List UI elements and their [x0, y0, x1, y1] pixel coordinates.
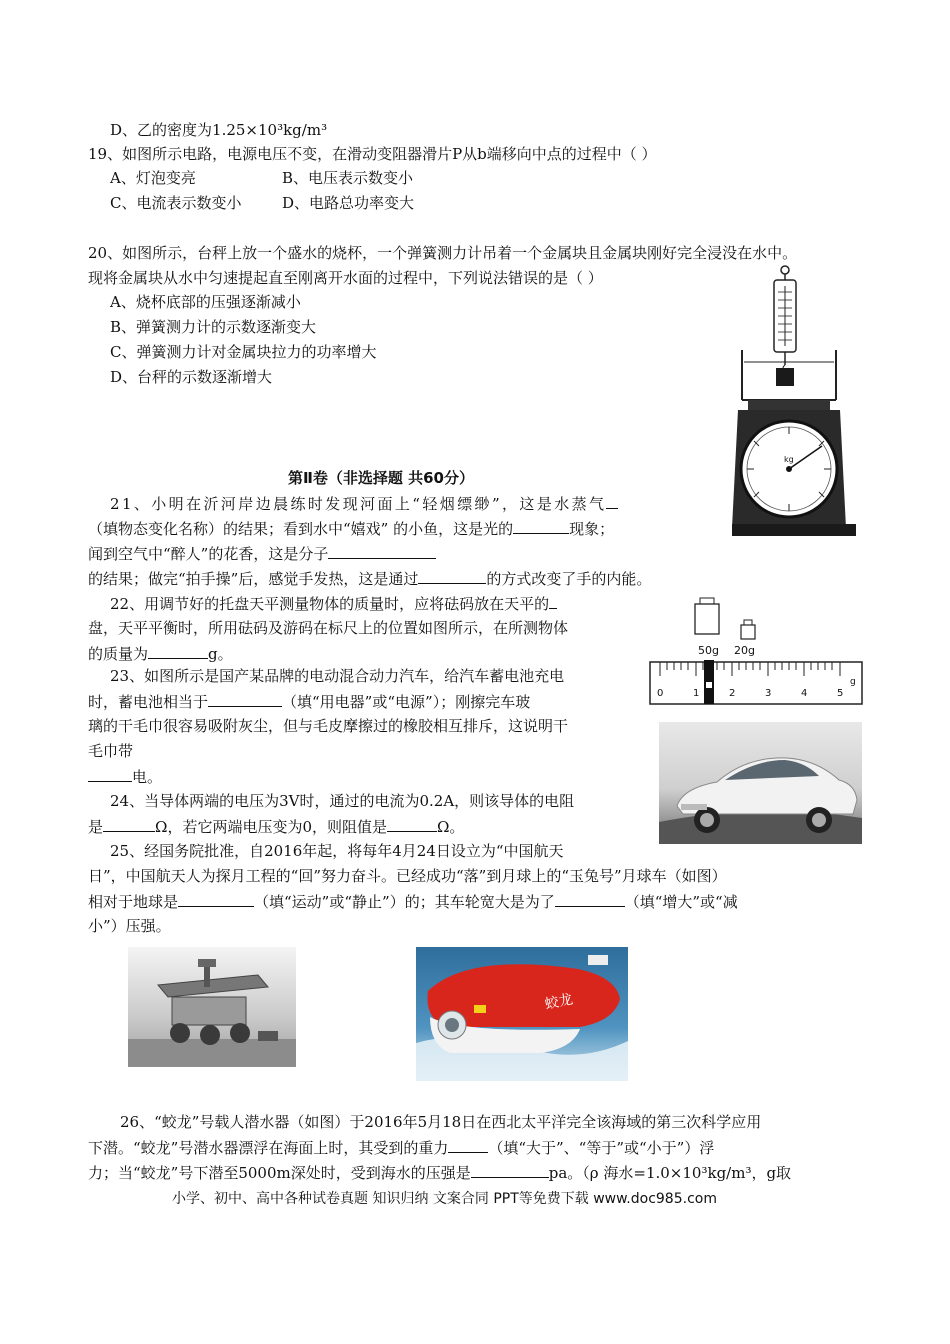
q23-blank-2: [88, 766, 132, 782]
q25-line-2: 日”，中国航天人为探月工程的“回”努力奋斗。已经成功“落”到月球上的“玉兔号”月球车（如图）: [88, 867, 727, 885]
q19-option-a: A、灯泡变亮: [110, 169, 196, 187]
submersible-photo: [416, 947, 628, 1081]
ruler-tick-3: 3: [765, 688, 772, 699]
q22-line-2: 盘，天平平衡时，所用砝码及游码在标尺上的位置如图所示，在所测物体: [88, 619, 569, 637]
q23-line-1: 23、如图所示是国产某品牌的电动混合动力汽车，给汽车蓄电池充电: [110, 667, 565, 685]
q25-blank-2: [555, 891, 625, 907]
ruler-tick-0: 0: [657, 688, 664, 699]
q24-line-2: 是 Ω，若它两端电压变为0，则阻值是 Ω。: [88, 818, 465, 836]
q25-blank-1: [178, 891, 254, 907]
q23-line-4: 毛巾带: [88, 742, 134, 760]
q20-stem-2: 现将金属块从水中匀速提起直至刚离开水面的过程中，下列说法错误的是（ ）: [88, 269, 603, 287]
q21-line-3: 闻到空气中“醉人”的花香，这是分子: [88, 543, 436, 564]
q21-blank-2: [513, 518, 569, 534]
q21-line-4: 的结果；做完“拍手操”后，感觉手发热，这是通过 的方式改变了手的内能。: [88, 570, 652, 588]
q26-line-2: 下潜。“蛟龙”号潜水器漂浮在海面上时，其受到的重力 （填“大于”、“等于”或“小于”）浮: [88, 1139, 715, 1157]
q24-blank-2: [387, 816, 437, 832]
ruler-tick-1: 1: [693, 688, 700, 699]
q25-line-4: 小”）压强。: [88, 917, 171, 935]
q22-blank-1: [549, 593, 557, 609]
q21-line-1: 21、小明在沂河岸边晨练时发现河面上“轻烟缥缈”，这是水蒸气: [110, 493, 618, 514]
q19-stem: 19、如图所示电路，电源电压不变，在滑动变阻器滑片P从b端移向中点的过程中（ ）: [88, 145, 657, 163]
ruler-tick-5: 5: [837, 688, 844, 699]
page-footer: 小学、初中、高中各种试卷真题 知识归纳 文案合同 PPT等免费下载 www.doc985.com: [172, 1191, 717, 1207]
q21-blank-3: [328, 543, 436, 559]
balance-weights-figure: [648, 596, 864, 708]
q19-option-c: C、电流表示数变小: [110, 194, 242, 212]
q18-option-d: D、乙的密度为1.25×10³kg/m³: [110, 121, 328, 139]
scale-unit-label: kg: [784, 455, 794, 464]
q21-blank-1: [606, 493, 618, 509]
q21-line-2: （填物态变化名称）的结果；看到水中“嬉戏” 的小鱼，这是光的 现象；: [88, 520, 615, 538]
q26-blank-1: [448, 1137, 488, 1153]
q26-line-1: 26、“蛟龙”号载人潜水器（如图）于2016年5月18日在西北太平洋完全该海域的第三次科学应用: [120, 1113, 762, 1131]
q20-stem-1: 20、如图所示，台秤上放一个盛水的烧杯，一个弹簧测力计吊着一个金属块且金属块刚好完全浸没在水中。: [88, 244, 798, 262]
q25-line-1: 25、经国务院批准，自2016年起，将每年4月24日设立为“中国航天: [110, 842, 564, 860]
q22-line-3: 的质量为 g。: [88, 645, 233, 663]
q21-blank-4: [418, 568, 486, 584]
q20-option-b: B、弹簧测力计的示数逐渐变大: [110, 318, 317, 336]
q24-line-1: 24、当导体两端的电压为3V时，通过的电流为0.2A，则该导体的电阻: [110, 792, 575, 810]
section-title: 第Ⅱ卷（非选择题 共60分）: [288, 469, 474, 487]
q23-line-5: 电。: [88, 766, 162, 787]
q26-blank-2: [471, 1162, 549, 1178]
ruler-tick-4: 4: [801, 688, 808, 699]
q23-blank-1: [208, 691, 282, 707]
q19-option-d: D、电路总功率变大: [282, 194, 415, 212]
q25-line-3: 相对于地球是 （填“运动”或“静止”）的；其车轮宽大是为了 （填“增大”或“减: [88, 893, 738, 911]
q22-line-1: 22、用调节好的托盘天平测量物体的质量时，应将砝码放在天平的: [110, 593, 557, 614]
ruler-tick-2: 2: [729, 688, 736, 699]
weight-50g-label: 50g: [698, 644, 719, 657]
q23-line-2: 时，蓄电池相当于 （填“用电器”或“电源”）；刚擦完车玻: [88, 693, 531, 711]
ruler-unit: g: [850, 677, 856, 687]
q19-option-b: B、电压表示数变小: [282, 169, 414, 187]
weight-20g-label: 20g: [734, 644, 755, 657]
q20-option-d: D、台秤的示数逐渐增大: [110, 368, 273, 386]
q24-blank-1: [103, 816, 155, 832]
submersible-name: 蛟龙: [543, 991, 575, 1013]
q26-line-3: 力；当“蛟龙”号下潜至5000m深处时，受到海水的压强是 pa。（ρ 海水=1.0×10³kg/m³，g取: [88, 1164, 792, 1182]
q23-line-3: 璃的干毛巾很容易吸附灰尘，但与毛皮摩擦过的橡胶相互排斥，这说明干: [88, 717, 569, 735]
q20-option-a: A、烧杯底部的压强逐渐减小: [110, 293, 301, 311]
lunar-rover-photo: [128, 947, 296, 1067]
spring-scale-figure: [728, 262, 860, 538]
car-photo: [659, 722, 862, 844]
q20-option-c: C、弹簧测力计对金属块拉力的功率增大: [110, 343, 377, 361]
q22-blank-2: [148, 643, 208, 659]
